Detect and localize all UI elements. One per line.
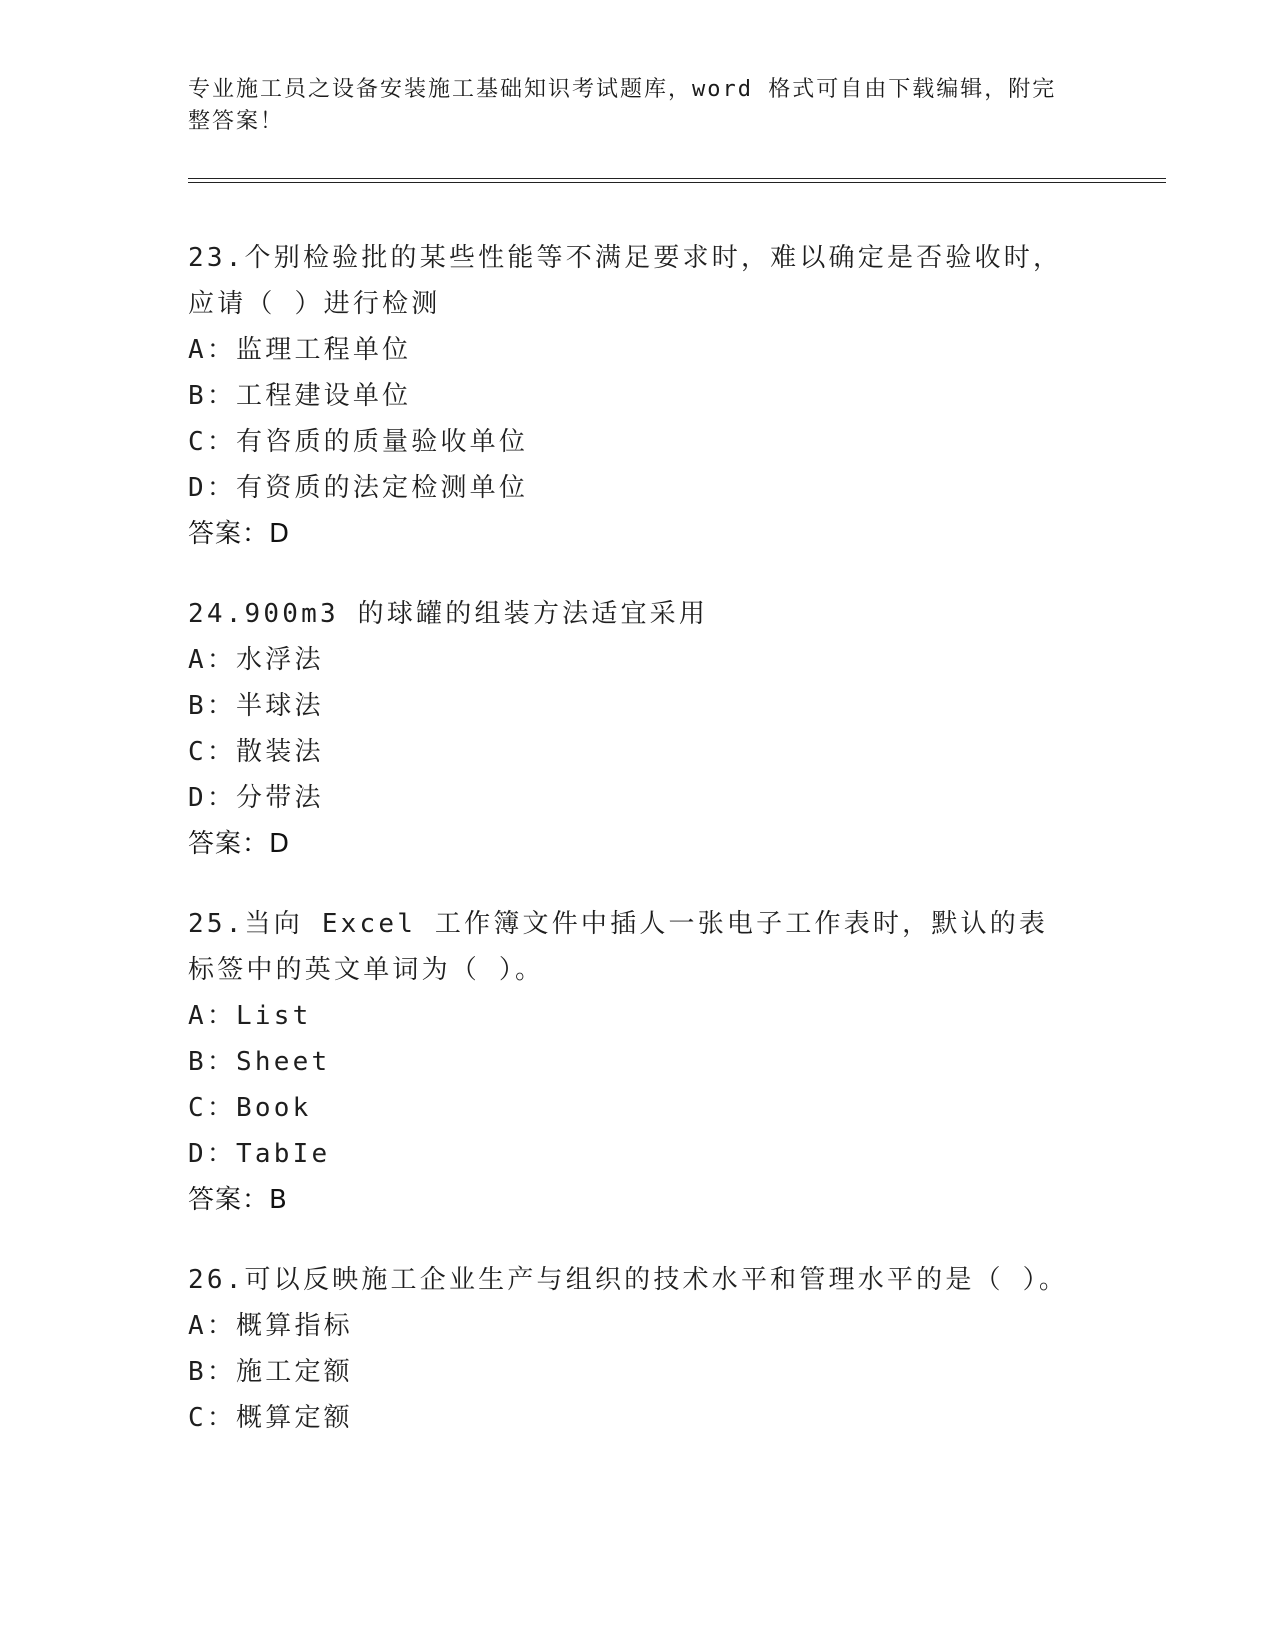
question-stem: 24.900m3 的球罐的组装方法适宜采用: [188, 599, 709, 629]
answer: 答案：B: [188, 1185, 288, 1215]
question-stem: 26.可以反映施工企业生产与组织的技术水平和管理水平的是（ ）。: [188, 1265, 1069, 1295]
option-c: C：散装法: [188, 737, 324, 767]
header-divider: [188, 178, 1166, 183]
answer: 答案：D: [188, 519, 291, 549]
question-list: [188, 235, 1088, 1475]
option-d: D：分带法: [188, 783, 324, 813]
option-b: B：Sheet: [188, 1047, 331, 1077]
option-d: D：有资质的法定检测单位: [188, 473, 529, 503]
question-23: [188, 235, 1088, 557]
option-b: B：施工定额: [188, 1357, 353, 1387]
option-c: C：Book: [188, 1093, 312, 1123]
option-a: A：监理工程单位: [188, 335, 412, 365]
document-header: 专业施工员之设备安装施工基础知识考试题库，word 格式可自由下载编辑，附完整答案！: [188, 77, 1057, 134]
option-a: A：概算指标: [188, 1311, 353, 1341]
question-25: [188, 901, 1088, 1223]
option-b: B：半球法: [188, 691, 324, 721]
option-c: C：有咨质的质量验收单位: [188, 427, 529, 457]
option-a: A：List: [188, 1001, 312, 1031]
option-c: C：概算定额: [188, 1403, 353, 1433]
question-24: [188, 591, 1088, 867]
option-d: D：TabIe: [188, 1139, 331, 1169]
answer: 答案：D: [188, 829, 291, 859]
question-26: [188, 1257, 1088, 1441]
question-stem: 23.个别检验批的某些性能等不满足要求时，难以确定是否验收时，应请（ ）进行检测: [188, 243, 1063, 319]
option-a: A：水浮法: [188, 645, 324, 675]
question-stem: 25.当向 Excel 工作簿文件中插人一张电子工作表时，默认的表标签中的英文单词为（ ）。: [188, 909, 1049, 985]
option-b: B：工程建设单位: [188, 381, 412, 411]
